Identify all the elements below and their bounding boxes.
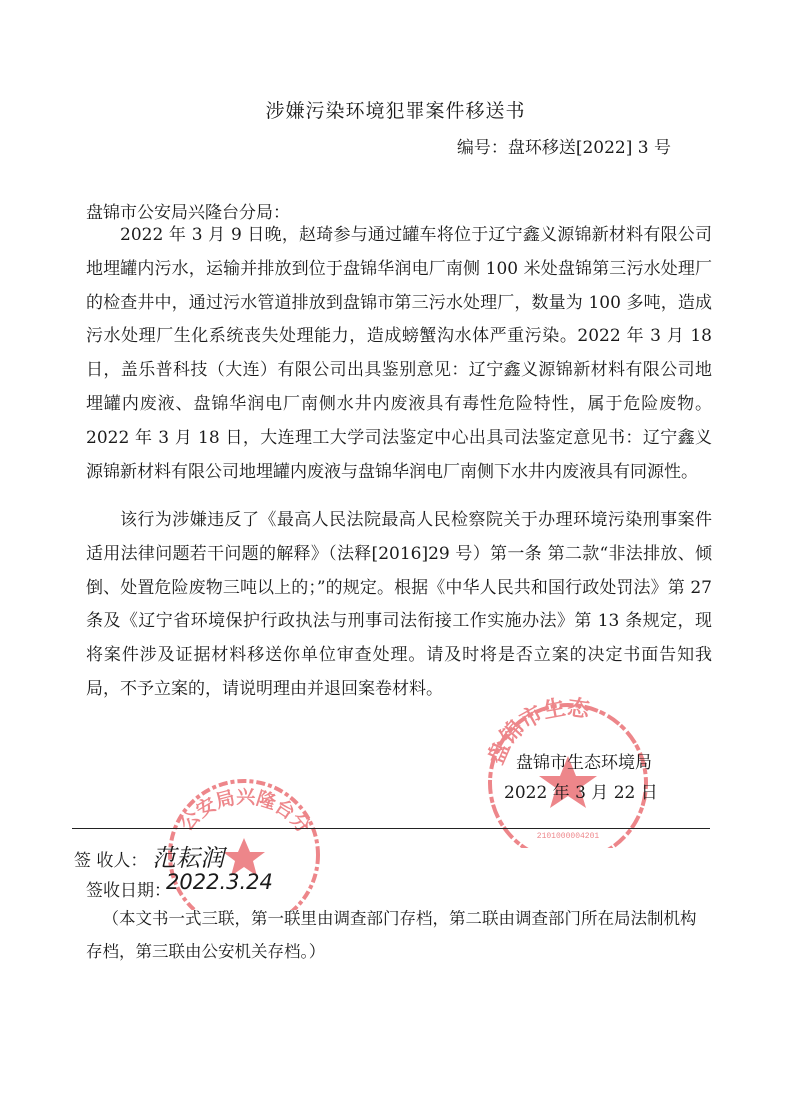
- issue-date: 2022 年 3 月 22 日: [504, 783, 658, 803]
- addressee: 盘锦市公安局兴隆台分局：: [86, 203, 290, 223]
- issuer-name: 盘锦市生态环境局: [516, 753, 652, 773]
- svg-text:2101000004201: 2101000004201: [536, 832, 600, 841]
- divider-line: [72, 828, 710, 829]
- footnote: （本文书一式三联，第一联里由调查部门存档，第二联由调查部门所在局法制机构存档，第三联由公安机关存档。）: [86, 909, 697, 961]
- body-paragraph-1: 2022 年 3 月 9 日晚，赵琦参与通过罐车将位于辽宁鑫义源锦新材料有限公司地埋罐内污水，运输并排放到位于盘锦华润电厂南侧 100 米处盘锦第三污水处理厂的检查井中，通过污水管道排放到盘锦市第三污水处理厂，数量为 100 多吨，造成污水处理厂生化系统丧失处理能力，造成螃蟹沟水体严重污染。2022 年 3 月 18 日，盖乐普科技（大连）有限公司出具鉴别意见：辽宁鑫义源锦新材料有限公司地埋罐内废液、盘锦华润电厂南侧水井内废液具有毒性危险特性，属于危险废物。2022 年 3 月 18 日，大连理工大学司法鉴定中心出具司法鉴定意见书：辽宁鑫义源锦新材料有限公司地埋罐内废液与盘锦华润电厂南侧下水井内废液具有同源性。: [86, 225, 712, 482]
- receipt-date-label: 签收日期：: [86, 881, 171, 901]
- signature-label: 签 收人：: [74, 851, 148, 871]
- document-title: 涉嫌污染环境犯罪案件移送书: [265, 100, 526, 122]
- receipt-date-value: 2022.3.24: [166, 870, 273, 894]
- body-paragraph-2: 该行为涉嫌违反了《最高人民法院最高人民检察院关于办理环境污染刑事案件适用法律问题若干问题的解释》（法释[2016]29 号）第一条 第二款“非法排放、倾倒、处置危险废物三吨以上的；”的规定。根据《中华人民共和国行政处罚法》第 27 条及《辽宁省环境保护行政执法与刑事司法衔接工作实施办法》第 13 条规定，现将案件涉及证据材料移送你单位审查处理。请及时将是否立案的决定书面告知我局，不予立案的，请说明理由并退回案卷材料。: [86, 510, 712, 699]
- document-number: 编号：盘环移送[2022] 3 号: [456, 138, 671, 158]
- svg-text:公安局兴隆台分: 公安局兴隆台分: [176, 787, 315, 838]
- svg-text:盘锦市生态: 盘锦市生态: [482, 694, 592, 768]
- handwritten-signature: 范耘润: [152, 844, 224, 872]
